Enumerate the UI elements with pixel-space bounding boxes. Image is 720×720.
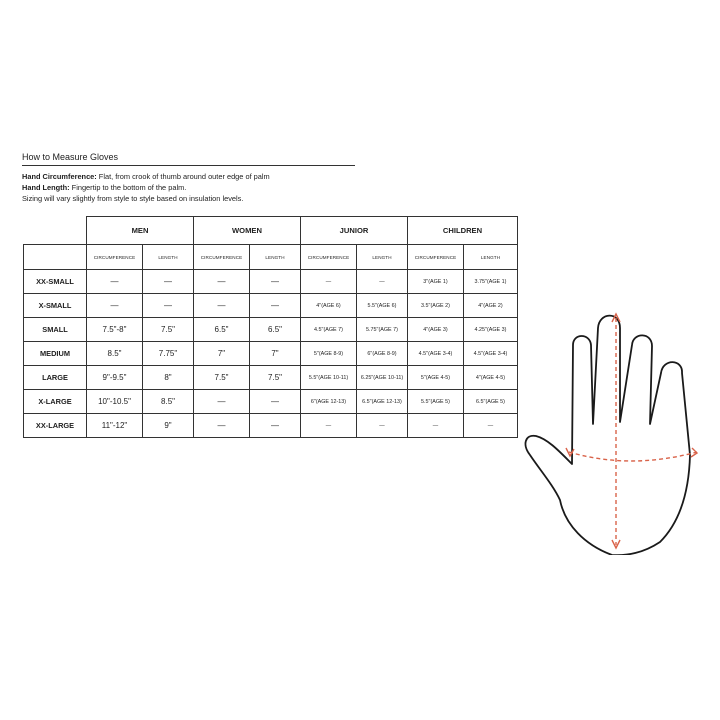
subheader-length: LENGTH	[143, 245, 194, 270]
table-cell: 8.5"	[87, 342, 143, 366]
table-cell: 7"	[250, 342, 301, 366]
subheader-length: LENGTH	[357, 245, 408, 270]
size-label: SMALL	[24, 318, 87, 342]
size-chart-table	[23, 216, 518, 438]
table-cell: —	[194, 414, 250, 438]
table-cell: 5"(AGE 4-5)	[408, 366, 464, 390]
table-cell: 3.5"(AGE 2)	[408, 294, 464, 318]
circumference-note	[22, 172, 270, 182]
table-cell: —	[87, 294, 143, 318]
table-cell: 9"-9.5"	[87, 366, 143, 390]
table-cell: —	[250, 390, 301, 414]
subheader-length: LENGTH	[464, 245, 518, 270]
sizing-note: Sizing will vary slightly from style to style based on insulation levels.	[22, 194, 244, 203]
group-header-men: MEN	[87, 217, 194, 245]
hand-outline	[525, 316, 690, 555]
table-cell: 5"(AGE 8-9)	[301, 342, 357, 366]
size-label: LARGE	[24, 366, 87, 390]
table-cell: 3"(AGE 1)	[408, 270, 464, 294]
subheader-circumference: CIRCUMFERENCE	[87, 245, 143, 270]
table-cell: 3.75"(AGE 1)	[464, 270, 518, 294]
table-cell: 7.5"	[143, 318, 194, 342]
table-cell: 4"(AGE 4-5)	[464, 366, 518, 390]
table-row	[24, 414, 518, 438]
size-label: XX-SMALL	[24, 270, 87, 294]
subheader-length: LENGTH	[250, 245, 301, 270]
table-cell: —	[87, 270, 143, 294]
table-cell: 8"	[143, 366, 194, 390]
table-cell: 6.5"	[250, 318, 301, 342]
table-row	[24, 318, 518, 342]
table-cell: —	[250, 414, 301, 438]
table-cell: 4"(AGE 3)	[408, 318, 464, 342]
subheader-row	[24, 245, 518, 270]
table-cell: 6.5"(AGE 5)	[464, 390, 518, 414]
size-label: MEDIUM	[24, 342, 87, 366]
page-title: How to Measure Gloves	[22, 152, 355, 166]
table-cell: 7.5"-8"	[87, 318, 143, 342]
length-label: Hand Length:	[22, 183, 70, 192]
table-row	[24, 342, 518, 366]
corner-cell	[24, 217, 87, 245]
table-cell: 4.5"(AGE 3-4)	[464, 342, 518, 366]
table-cell: —	[301, 270, 357, 294]
group-header-children: CHILDREN	[408, 217, 518, 245]
table-cell: 7.5"	[194, 366, 250, 390]
table-cell: 4"(AGE 2)	[464, 294, 518, 318]
group-header-row	[24, 217, 518, 245]
table-cell: 6.5"	[194, 318, 250, 342]
table-cell: 4.5"(AGE 3-4)	[408, 342, 464, 366]
table-cell: 8.5"	[143, 390, 194, 414]
table-cell: 7.5"	[250, 366, 301, 390]
table-cell: —	[357, 414, 408, 438]
circumference-label: Hand Circumference:	[22, 172, 97, 181]
table-cell: —	[357, 270, 408, 294]
group-header-women: WOMEN	[194, 217, 301, 245]
hand-outline-icon	[520, 305, 705, 555]
table-cell: 6"(AGE 8-9)	[357, 342, 408, 366]
table-row	[24, 294, 518, 318]
table-row	[24, 270, 518, 294]
table-cell: —	[408, 414, 464, 438]
subheader-circumference: CIRCUMFERENCE	[408, 245, 464, 270]
table-cell: 7"	[194, 342, 250, 366]
table-row	[24, 366, 518, 390]
size-rows	[24, 270, 518, 438]
group-header-junior: JUNIOR	[301, 217, 408, 245]
size-label: X-SMALL	[24, 294, 87, 318]
hand-circumference-arrow	[569, 452, 697, 461]
table-cell: —	[464, 414, 518, 438]
table-cell: 10"-10.5"	[87, 390, 143, 414]
length-text: Fingertip to the bottom of the palm.	[69, 183, 187, 192]
table-cell: 11"-12"	[87, 414, 143, 438]
subheader-corner-cell	[24, 245, 87, 270]
table-cell: —	[301, 414, 357, 438]
table-cell: 5.5"(AGE 6)	[357, 294, 408, 318]
circumference-text: Flat, from crook of thumb around outer edge of palm	[96, 172, 270, 181]
table-row	[24, 390, 518, 414]
table-cell: 7.75"	[143, 342, 194, 366]
subheader-circumference: CIRCUMFERENCE	[194, 245, 250, 270]
size-label: XX-LARGE	[24, 414, 87, 438]
table-cell: —	[250, 294, 301, 318]
table-cell: 9"	[143, 414, 194, 438]
table-cell: 5.5"(AGE 10-11)	[301, 366, 357, 390]
table-cell: —	[143, 294, 194, 318]
table-cell: 4.25"(AGE 3)	[464, 318, 518, 342]
length-note	[22, 183, 186, 193]
table-cell: 6"(AGE 12-13)	[301, 390, 357, 414]
table-cell: 5.5"(AGE 5)	[408, 390, 464, 414]
size-label: X-LARGE	[24, 390, 87, 414]
table-cell: —	[194, 390, 250, 414]
table-cell: —	[143, 270, 194, 294]
table-cell: 5.75"(AGE 7)	[357, 318, 408, 342]
table-cell: 6.5"(AGE 12-13)	[357, 390, 408, 414]
table-cell: 4.5"(AGE 7)	[301, 318, 357, 342]
table-cell: —	[250, 270, 301, 294]
subheader-circumference: CIRCUMFERENCE	[301, 245, 357, 270]
table-cell: —	[194, 270, 250, 294]
table-cell: —	[194, 294, 250, 318]
table-cell: 4"(AGE 6)	[301, 294, 357, 318]
table-cell: 6.25"(AGE 10-11)	[357, 366, 408, 390]
